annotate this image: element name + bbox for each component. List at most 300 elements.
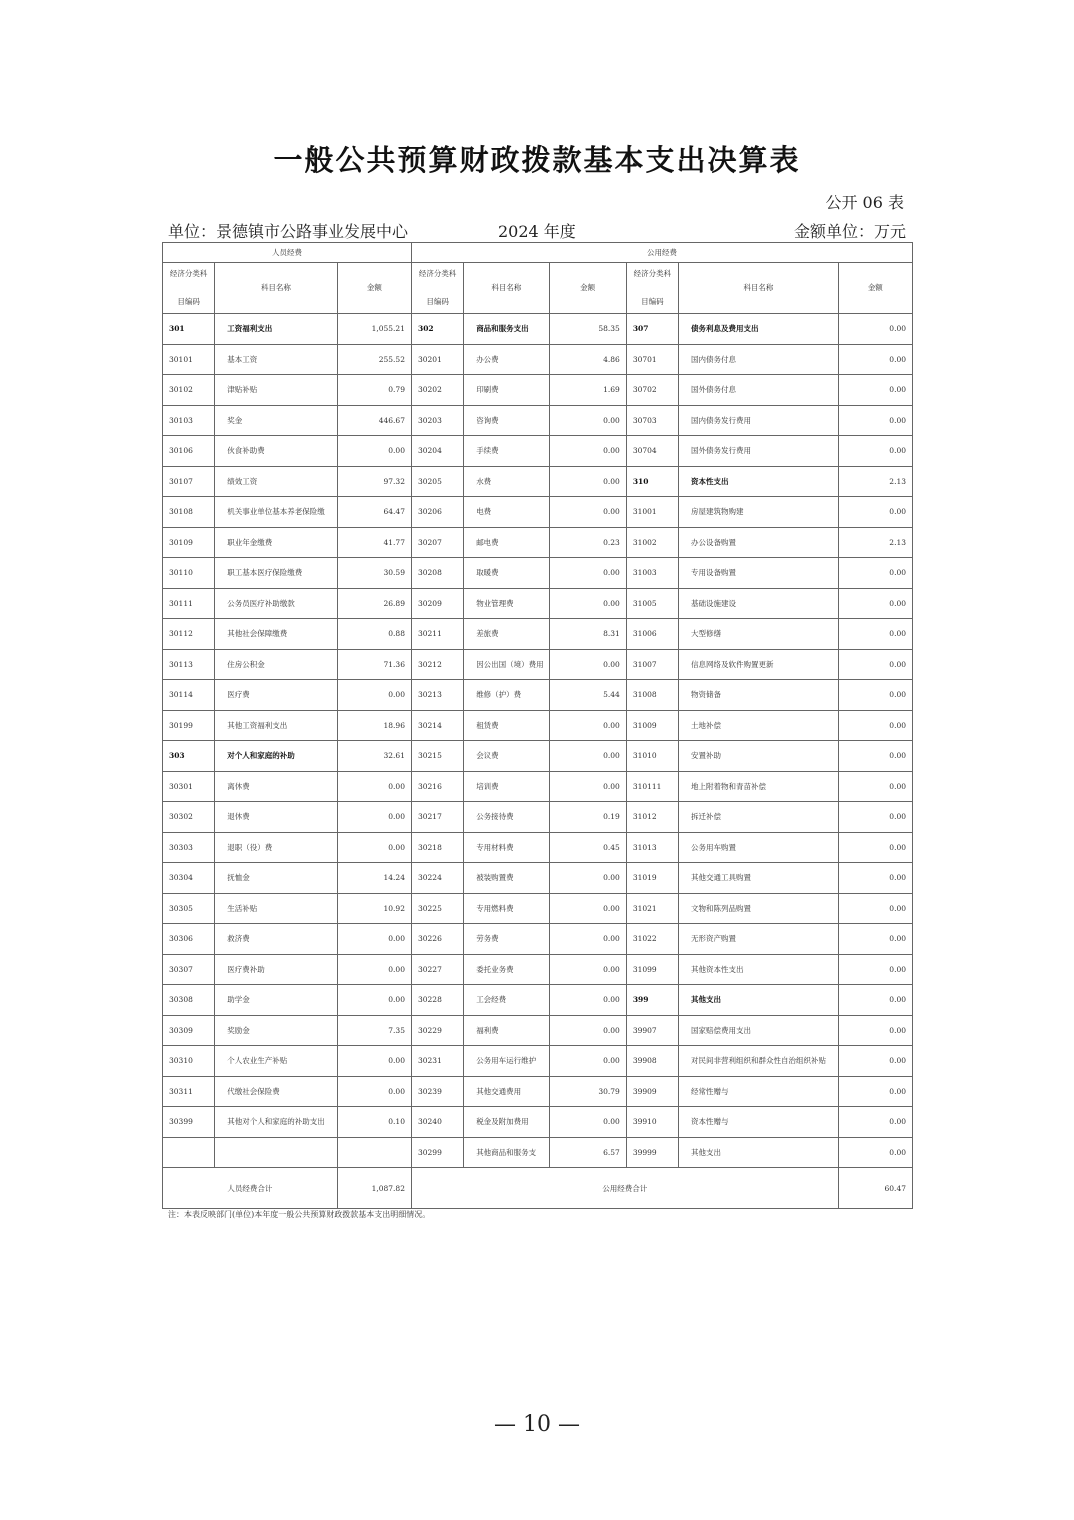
code-cell: 30303 (163, 832, 215, 863)
table-code: 公开 06 表 (825, 193, 904, 212)
code-cell: 39909 (626, 1076, 678, 1107)
name-cell: 地上附着物和青苗补偿 (679, 771, 839, 802)
name-cell: 邮电费 (464, 527, 549, 558)
amount-cell: 0.00 (337, 954, 411, 985)
amount-cell: 14.24 (337, 863, 411, 894)
name-cell: 奖励金 (215, 1015, 337, 1046)
code-cell: 30205 (411, 466, 463, 497)
name-cell: 电费 (464, 497, 549, 528)
code-cell: 30211 (411, 619, 463, 650)
amount-cell: 0.00 (337, 924, 411, 955)
amount-cell: 0.00 (838, 954, 912, 985)
amount-cell: 0.23 (549, 527, 626, 558)
amount-unit: 金额单位：万元 (793, 222, 906, 241)
name-cell: 劳务费 (464, 924, 549, 955)
public-total-label: 公用经费合计 (411, 1168, 838, 1209)
code-cell: 30231 (411, 1046, 463, 1077)
amount-cell: 0.00 (838, 436, 912, 467)
name-cell: 水费 (464, 466, 549, 497)
name-cell: 医疗费 (215, 680, 337, 711)
amount-cell: 255.52 (337, 344, 411, 375)
name-cell: 拆迁补偿 (679, 802, 839, 833)
code-cell: 30702 (626, 375, 678, 406)
table-row (163, 1015, 913, 1046)
amount-header: 金额 (337, 263, 411, 314)
name-cell: 公务员医疗补助缴款 (215, 588, 337, 619)
code-cell: 31002 (626, 527, 678, 558)
code-cell: 30311 (163, 1076, 215, 1107)
name-header: 科目名称 (464, 263, 549, 314)
amount-cell: 0.88 (337, 619, 411, 650)
amount-cell: 0.00 (337, 1046, 411, 1077)
code-cell: 30212 (411, 649, 463, 680)
name-cell: 专用燃料费 (464, 893, 549, 924)
name-cell: 公务用车运行维护 (464, 1046, 549, 1077)
amount-cell: 41.77 (337, 527, 411, 558)
code-cell: 30103 (163, 405, 215, 436)
name-cell: 其他交通费用 (464, 1076, 549, 1107)
table-row (163, 314, 913, 345)
code-cell: 30224 (411, 863, 463, 894)
code-cell: 30216 (411, 771, 463, 802)
code-cell: 30206 (411, 497, 463, 528)
amount-cell: 0.00 (838, 741, 912, 772)
name-cell: 津贴补贴 (215, 375, 337, 406)
amount-cell: 0.00 (337, 802, 411, 833)
totals-row (163, 1168, 913, 1209)
table-row (163, 375, 913, 406)
table-row (163, 771, 913, 802)
amount-cell: 0.10 (337, 1107, 411, 1138)
amount-cell: 30.59 (337, 558, 411, 589)
name-cell: 公务接待费 (464, 802, 549, 833)
table-row (163, 741, 913, 772)
name-cell: 其他工资福利支出 (215, 710, 337, 741)
name-cell: 工资福利支出 (215, 314, 337, 345)
public-group-header: 公用经费 (411, 243, 912, 263)
table-row (163, 954, 913, 985)
amount-cell: 0.00 (337, 771, 411, 802)
personnel-group-header: 人员经费 (163, 243, 412, 263)
name-cell: 安置补助 (679, 741, 839, 772)
code-cell: 302 (411, 314, 463, 345)
code-cell: 30217 (411, 802, 463, 833)
code-cell: 30111 (163, 588, 215, 619)
amount-cell: 64.47 (337, 497, 411, 528)
code-cell: 31001 (626, 497, 678, 528)
name-cell: 物业管理费 (464, 588, 549, 619)
name-cell: 其他支出 (679, 985, 839, 1016)
code-cell: 30227 (411, 954, 463, 985)
amount-cell: 0.00 (549, 405, 626, 436)
name-cell: 经常性赠与 (679, 1076, 839, 1107)
table-row (163, 405, 913, 436)
table-row (163, 924, 913, 955)
code-cell: 30305 (163, 893, 215, 924)
amount-cell: 0.00 (838, 1107, 912, 1138)
code-cell: 30215 (411, 741, 463, 772)
unit-label: 单位：景德镇市公路事业发展中心 (168, 222, 409, 241)
table-row (163, 710, 913, 741)
name-cell: 退职（役）费 (215, 832, 337, 863)
name-cell: 差旅费 (464, 619, 549, 650)
name-cell: 债务利息及费用支出 (679, 314, 839, 345)
amount-cell: 71.36 (337, 649, 411, 680)
code-cell: 30199 (163, 710, 215, 741)
amount-cell: 0.00 (549, 588, 626, 619)
amount-cell: 8.31 (549, 619, 626, 650)
code-cell: 30304 (163, 863, 215, 894)
page-number: — 10 — (494, 1412, 580, 1437)
name-cell: 资本性赠与 (679, 1107, 839, 1138)
page-title: 一般公共预算财政拨款基本支出决算表 (273, 143, 801, 177)
amount-cell: 0.00 (838, 802, 912, 833)
name-cell: 其他商品和服务支 (464, 1137, 549, 1168)
amount-cell: 18.96 (337, 710, 411, 741)
code-cell: 399 (626, 985, 678, 1016)
code-cell: 30226 (411, 924, 463, 955)
code-cell: 39908 (626, 1046, 678, 1077)
code-cell: 30703 (626, 405, 678, 436)
code-cell: 30201 (411, 344, 463, 375)
name-cell (215, 1137, 337, 1168)
amount-cell: 1,055.21 (337, 314, 411, 345)
amount-cell: 0.00 (838, 619, 912, 650)
code-cell: 30208 (411, 558, 463, 589)
name-cell: 工会经费 (464, 985, 549, 1016)
name-cell: 职业年金缴费 (215, 527, 337, 558)
table-row (163, 497, 913, 528)
amount-cell: 7.35 (337, 1015, 411, 1046)
code-cell: 30240 (411, 1107, 463, 1138)
public-total-amount: 60.47 (838, 1168, 912, 1209)
name-cell: 房屋建筑物购建 (679, 497, 839, 528)
code-cell: 30399 (163, 1107, 215, 1138)
amount-cell: 97.32 (337, 466, 411, 497)
code-cell: 30114 (163, 680, 215, 711)
amount-header: 金额 (838, 263, 912, 314)
code-cell: 30302 (163, 802, 215, 833)
code-cell: 31006 (626, 619, 678, 650)
amount-cell: 0.79 (337, 375, 411, 406)
table-body (163, 314, 913, 1168)
amount-cell: 0.00 (549, 954, 626, 985)
amount-cell: 0.00 (549, 436, 626, 467)
code-cell: 307 (626, 314, 678, 345)
name-cell: 其他支出 (679, 1137, 839, 1168)
column-header-row (163, 263, 913, 314)
table-row (163, 344, 913, 375)
table-row (163, 802, 913, 833)
name-cell: 抚恤金 (215, 863, 337, 894)
table-note: 注：本表反映部门(单位)本年度一般公共预算财政拨款基本支出明细情况。 (168, 1210, 431, 1219)
name-cell: 信息网络及软件购置更新 (679, 649, 839, 680)
amount-cell: 0.00 (838, 405, 912, 436)
name-cell: 商品和服务支出 (464, 314, 549, 345)
name-cell: 专用材料费 (464, 832, 549, 863)
table-row (163, 436, 913, 467)
expenditure-table (162, 242, 913, 1209)
code-cell: 301 (163, 314, 215, 345)
name-cell: 大型修缮 (679, 619, 839, 650)
code-cell: 30101 (163, 344, 215, 375)
name-cell: 国内债务发行费用 (679, 405, 839, 436)
name-header: 科目名称 (679, 263, 839, 314)
name-cell: 福利费 (464, 1015, 549, 1046)
name-cell: 手续费 (464, 436, 549, 467)
code-cell: 30112 (163, 619, 215, 650)
code-cell: 30229 (411, 1015, 463, 1046)
code-cell: 30108 (163, 497, 215, 528)
name-cell: 医疗费补助 (215, 954, 337, 985)
name-cell: 维修（护）费 (464, 680, 549, 711)
code-cell: 31010 (626, 741, 678, 772)
amount-cell: 0.00 (549, 863, 626, 894)
name-cell: 文物和陈列品购置 (679, 893, 839, 924)
name-cell: 代缴社会保险费 (215, 1076, 337, 1107)
name-cell: 专用设备购置 (679, 558, 839, 589)
amount-cell: 0.00 (549, 497, 626, 528)
name-cell: 办公费 (464, 344, 549, 375)
group-header-row (163, 243, 913, 263)
code-cell: 30309 (163, 1015, 215, 1046)
name-cell: 对个人和家庭的补助 (215, 741, 337, 772)
amount-cell: 0.00 (838, 1137, 912, 1168)
code-cell: 39907 (626, 1015, 678, 1046)
amount-cell: 0.00 (337, 1076, 411, 1107)
amount-cell: 0.00 (838, 832, 912, 863)
table-row (163, 588, 913, 619)
amount-cell: 0.19 (549, 802, 626, 833)
amount-cell: 30.79 (549, 1076, 626, 1107)
code-cell: 303 (163, 741, 215, 772)
amount-cell: 0.00 (838, 1046, 912, 1077)
amount-cell: 0.00 (838, 375, 912, 406)
name-cell: 咨询费 (464, 405, 549, 436)
amount-cell: 0.00 (549, 1046, 626, 1077)
amount-cell: 32.61 (337, 741, 411, 772)
code-cell: 30207 (411, 527, 463, 558)
table-row (163, 985, 913, 1016)
name-cell: 其他社会保障缴费 (215, 619, 337, 650)
amount-header: 金额 (549, 263, 626, 314)
amount-cell: 0.00 (549, 1107, 626, 1138)
amount-cell: 6.57 (549, 1137, 626, 1168)
name-cell: 国外债务发行费用 (679, 436, 839, 467)
name-cell: 个人农业生产补贴 (215, 1046, 337, 1077)
code-cell: 30308 (163, 985, 215, 1016)
code-header: 经济分类科 目编码 (163, 263, 215, 314)
amount-cell: 0.00 (337, 985, 411, 1016)
name-header: 科目名称 (215, 263, 337, 314)
name-cell: 会议费 (464, 741, 549, 772)
name-cell: 资本性支出 (679, 466, 839, 497)
amount-cell: 0.00 (337, 680, 411, 711)
code-cell: 30301 (163, 771, 215, 802)
amount-cell: 0.00 (549, 741, 626, 772)
name-cell: 退休费 (215, 802, 337, 833)
amount-cell: 0.00 (549, 466, 626, 497)
name-cell: 印刷费 (464, 375, 549, 406)
name-cell: 国家赔偿费用支出 (679, 1015, 839, 1046)
unit-row (168, 219, 906, 241)
name-cell: 基础设施建设 (679, 588, 839, 619)
code-cell: 31007 (626, 649, 678, 680)
code-cell: 31019 (626, 863, 678, 894)
amount-cell: 0.00 (337, 436, 411, 467)
code-cell: 30107 (163, 466, 215, 497)
name-cell: 国外债务付息 (679, 375, 839, 406)
code-cell: 31003 (626, 558, 678, 589)
personnel-total-label: 人员经费合计 (163, 1168, 338, 1209)
table-row (163, 1076, 913, 1107)
amount-cell: 2.13 (838, 466, 912, 497)
name-cell: 住房公积金 (215, 649, 337, 680)
code-cell: 30204 (411, 436, 463, 467)
name-cell: 伙食补助费 (215, 436, 337, 467)
amount-cell: 0.00 (549, 558, 626, 589)
code-cell: 31022 (626, 924, 678, 955)
name-cell: 国内债务付息 (679, 344, 839, 375)
name-cell: 其他对个人和家庭的补助支出 (215, 1107, 337, 1138)
table-row (163, 893, 913, 924)
amount-cell: 0.00 (549, 924, 626, 955)
name-cell: 被装购置费 (464, 863, 549, 894)
code-cell: 30225 (411, 893, 463, 924)
amount-cell: 0.45 (549, 832, 626, 863)
name-cell: 税金及附加费用 (464, 1107, 549, 1138)
name-cell: 培训费 (464, 771, 549, 802)
code-cell: 30307 (163, 954, 215, 985)
code-cell: 30239 (411, 1076, 463, 1107)
code-header: 经济分类科 目编码 (626, 263, 678, 314)
name-cell: 无形资产购置 (679, 924, 839, 955)
amount-cell: 26.89 (337, 588, 411, 619)
amount-cell (337, 1137, 411, 1168)
code-cell: 39999 (626, 1137, 678, 1168)
code-cell: 30109 (163, 527, 215, 558)
code-cell: 30218 (411, 832, 463, 863)
amount-cell: 0.00 (838, 588, 912, 619)
amount-cell: 0.00 (838, 344, 912, 375)
name-cell: 绩效工资 (215, 466, 337, 497)
code-cell: 31009 (626, 710, 678, 741)
code-cell: 31099 (626, 954, 678, 985)
code-cell: 30310 (163, 1046, 215, 1077)
amount-cell: 0.00 (838, 710, 912, 741)
code-cell: 31013 (626, 832, 678, 863)
amount-cell: 0.00 (549, 1015, 626, 1046)
table-row (163, 527, 913, 558)
name-cell: 其他交通工具购置 (679, 863, 839, 894)
name-cell: 公务用车购置 (679, 832, 839, 863)
name-cell: 取暖费 (464, 558, 549, 589)
amount-cell: 0.00 (838, 497, 912, 528)
amount-cell: 0.00 (838, 863, 912, 894)
name-cell: 助学金 (215, 985, 337, 1016)
table-row (163, 1046, 913, 1077)
name-cell: 租赁费 (464, 710, 549, 741)
amount-cell: 58.35 (549, 314, 626, 345)
amount-cell: 0.00 (549, 985, 626, 1016)
code-cell: 30113 (163, 649, 215, 680)
name-cell: 对民间非营利组织和群众性自治组织补贴 (679, 1046, 839, 1077)
name-cell: 办公设备购置 (679, 527, 839, 558)
name-cell: 土地补偿 (679, 710, 839, 741)
amount-cell: 0.00 (549, 771, 626, 802)
amount-cell: 10.92 (337, 893, 411, 924)
code-cell: 31008 (626, 680, 678, 711)
amount-cell: 0.00 (549, 893, 626, 924)
code-cell: 31005 (626, 588, 678, 619)
name-cell: 其他资本性支出 (679, 954, 839, 985)
code-cell: 30214 (411, 710, 463, 741)
amount-cell: 0.00 (838, 558, 912, 589)
amount-cell: 0.00 (838, 314, 912, 345)
amount-cell: 0.00 (838, 680, 912, 711)
amount-cell: 0.00 (549, 649, 626, 680)
amount-cell: 0.00 (838, 649, 912, 680)
table-row (163, 558, 913, 589)
amount-cell: 0.00 (838, 924, 912, 955)
amount-cell: 0.00 (838, 985, 912, 1016)
amount-cell: 0.00 (549, 710, 626, 741)
name-cell: 因公出国（境）费用 (464, 649, 549, 680)
code-cell: 30213 (411, 680, 463, 711)
fiscal-year: 2024 年度 (498, 222, 576, 241)
name-cell: 机关事业单位基本养老保险缴 (215, 497, 337, 528)
amount-cell: 0.00 (838, 771, 912, 802)
code-cell: 30299 (411, 1137, 463, 1168)
name-cell: 生活补贴 (215, 893, 337, 924)
table-row (163, 1137, 913, 1168)
name-cell: 离休费 (215, 771, 337, 802)
amount-cell: 0.00 (838, 893, 912, 924)
amount-cell: 0.00 (838, 1076, 912, 1107)
amount-cell: 4.86 (549, 344, 626, 375)
code-cell: 31012 (626, 802, 678, 833)
code-cell (163, 1137, 215, 1168)
amount-cell: 446.67 (337, 405, 411, 436)
code-cell: 30209 (411, 588, 463, 619)
table-row (163, 680, 913, 711)
amount-cell: 0.00 (838, 1015, 912, 1046)
code-cell: 30228 (411, 985, 463, 1016)
table-row (163, 649, 913, 680)
amount-cell: 0.00 (337, 832, 411, 863)
code-cell: 30306 (163, 924, 215, 955)
amount-cell: 2.13 (838, 527, 912, 558)
name-cell: 职工基本医疗保险缴费 (215, 558, 337, 589)
table-row (163, 466, 913, 497)
name-cell: 奖金 (215, 405, 337, 436)
code-cell: 39910 (626, 1107, 678, 1138)
amount-cell: 1.69 (549, 375, 626, 406)
code-cell: 31021 (626, 893, 678, 924)
code-cell: 30704 (626, 436, 678, 467)
code-cell: 30701 (626, 344, 678, 375)
personnel-total-amount: 1,087.82 (337, 1168, 411, 1209)
code-cell: 310 (626, 466, 678, 497)
code-cell: 30106 (163, 436, 215, 467)
name-cell: 物资储备 (679, 680, 839, 711)
code-header: 经济分类科 目编码 (411, 263, 463, 314)
code-cell: 30102 (163, 375, 215, 406)
name-cell: 救济费 (215, 924, 337, 955)
table-row (163, 619, 913, 650)
code-cell: 310111 (626, 771, 678, 802)
code-cell: 30203 (411, 405, 463, 436)
